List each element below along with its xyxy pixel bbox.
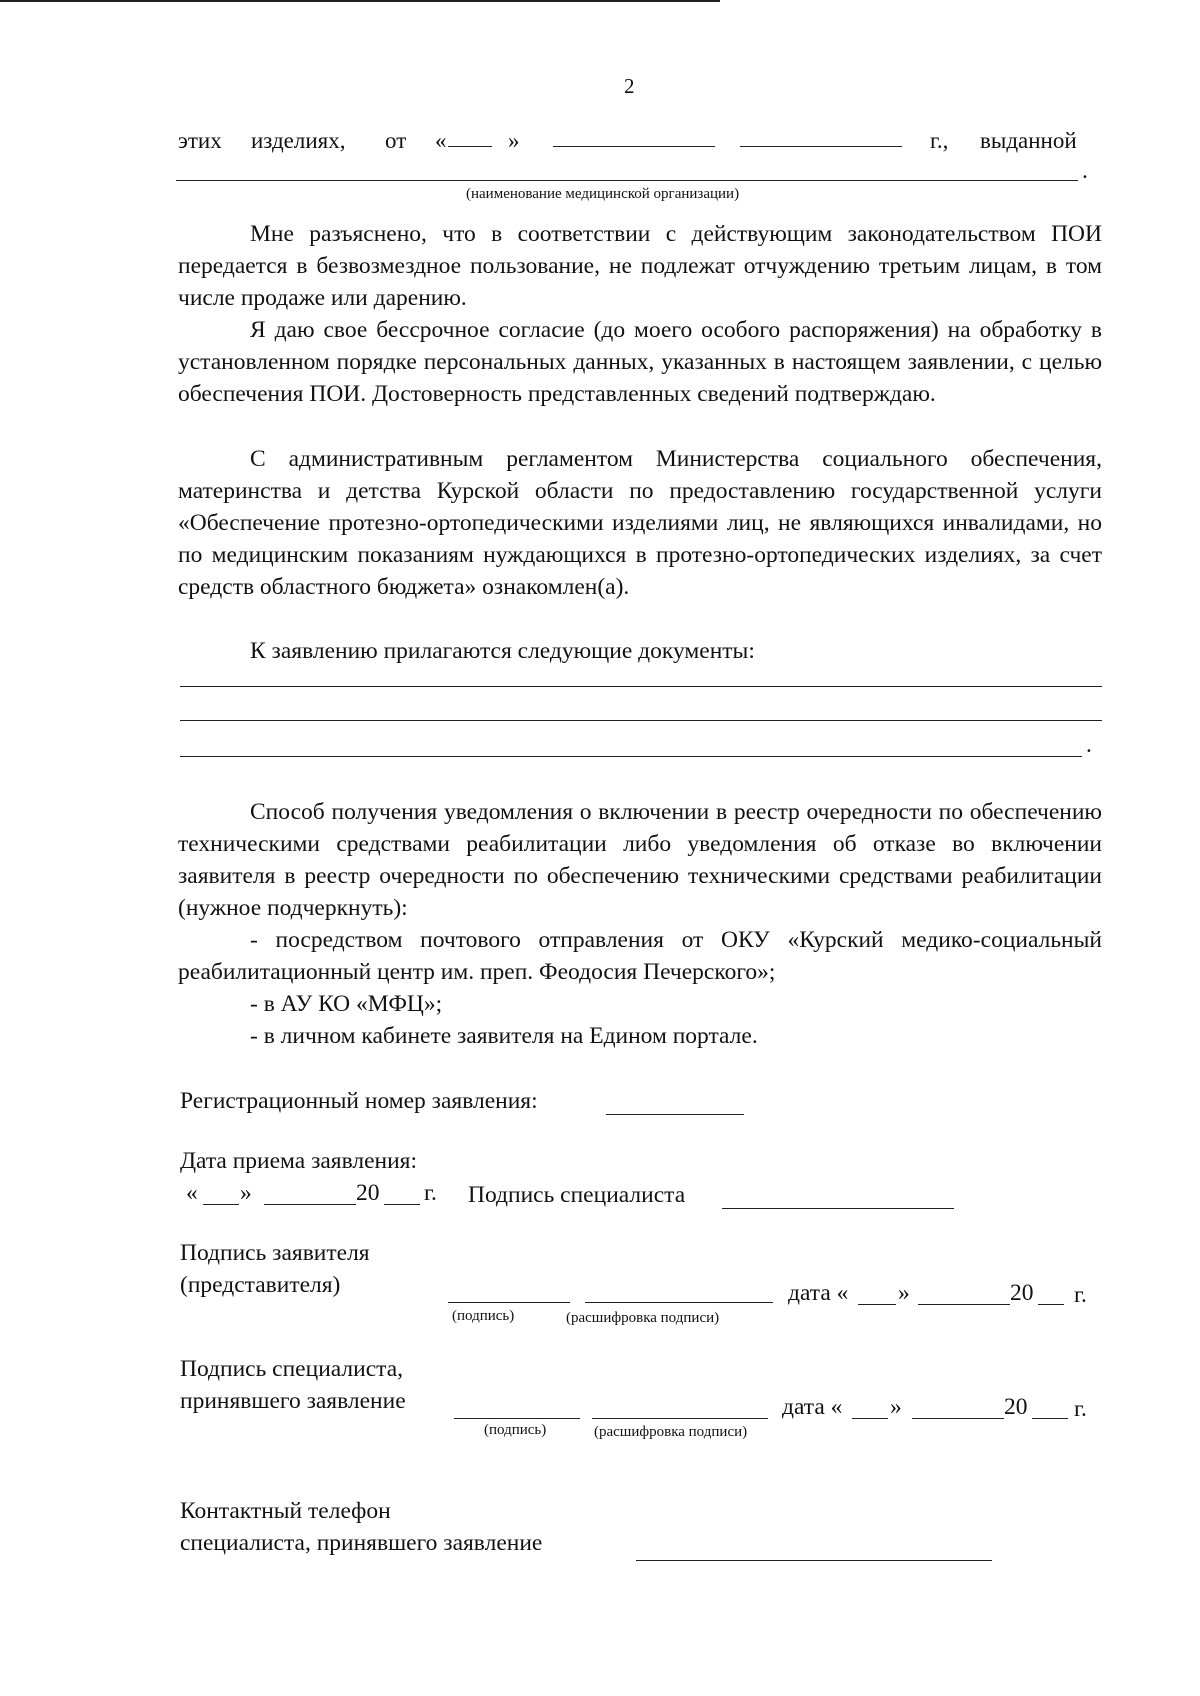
contact-specialist-label: специалиста, принявшего заявление [180, 1530, 543, 1556]
word-izdeliyah: изделиях, [251, 128, 346, 153]
specialist-decode-caption: (расшифровка подписи) [594, 1424, 748, 1440]
option-mfc[interactable]: - в АУ КО «МФЦ»; [250, 991, 443, 1017]
specialist-decode-blank[interactable] [592, 1418, 768, 1419]
date-received-quote-close: » [240, 1180, 252, 1206]
applicant-date-quote-close: » [898, 1280, 910, 1306]
word-etih: этих [178, 128, 222, 153]
specialist-date-year-blank[interactable] [1032, 1418, 1068, 1419]
page-number: 2 [624, 74, 635, 98]
med-org-caption: (наименование медицинской организации) [466, 186, 740, 202]
page-top-border [0, 0, 720, 2]
date-received-month-blank[interactable] [264, 1204, 356, 1205]
specialist-block-label: Подпись специалиста, [180, 1356, 403, 1382]
specialist-date-day-blank[interactable] [852, 1418, 888, 1419]
quote-close: » [508, 128, 520, 153]
applicant-date-year-prefix: 20 [1010, 1280, 1034, 1306]
contact-phone-label: Контактный телефон [180, 1498, 391, 1524]
specialist-sign-caption: (подпись) [484, 1422, 547, 1438]
date-received-label: Дата приема заявления: [180, 1148, 418, 1174]
date-received-day-blank[interactable] [203, 1204, 239, 1205]
option-portal[interactable]: - в личном кабинете заявителя на Едином портале. [250, 1023, 758, 1049]
date-received-year-prefix: 20 [356, 1180, 380, 1206]
paragraph-attachments: К заявлению прилагаются следующие документы: [250, 638, 755, 664]
applicant-decode-caption: (расшифровка подписи) [566, 1310, 720, 1326]
applicant-date-g: г. [1074, 1282, 1087, 1308]
applicant-date-year-blank[interactable] [1038, 1304, 1064, 1305]
specialist-date-year-prefix: 20 [1004, 1394, 1028, 1420]
applicant-sign-caption: (подпись) [452, 1308, 515, 1324]
date-received-quote-open: « [186, 1180, 198, 1206]
date-received-year-blank[interactable] [384, 1204, 420, 1205]
specialist-date-word: дата « [782, 1394, 843, 1420]
applicant-date-day-blank[interactable] [858, 1304, 896, 1305]
specialist-signature-blank[interactable] [722, 1208, 954, 1209]
date-received-g: г. [424, 1180, 437, 1206]
year-blank[interactable] [740, 146, 902, 147]
applicant-date-month-blank[interactable] [918, 1304, 1010, 1305]
specialist-sign-blank[interactable] [454, 1418, 580, 1419]
header-dot: . [1082, 158, 1088, 184]
applicant-decode-blank[interactable] [585, 1302, 773, 1303]
specialist-date-month-blank[interactable] [912, 1418, 1004, 1419]
specialist-date-g: г. [1074, 1396, 1087, 1422]
paragraph-explained: Мне разъяснено, что в соответствии с действующим законодательством ПОИ передается в безвозмездное пользование, не подлежат отчуждению третьим лицам, в том числе продаже или дарению. [178, 221, 1102, 311]
paragraph-consent: Я даю свое бессрочное согласие (до моего особого распоряжения) на обработку в установленном порядке персональных данных, указанных в настоящем заявлении, с целью обеспечения ПОИ. Достоверность представленных сведений подтверждаю. [178, 317, 1102, 407]
specialist-date-quote-close: » [890, 1394, 902, 1420]
registration-number-blank[interactable] [606, 1114, 744, 1115]
applicant-sign-blank[interactable] [448, 1302, 570, 1303]
paragraph-notification-method: Способ получения уведомления о включении в реестр очередности по обеспечению техническими средствами реабилитации либо уведомления об отказе во включении заявителя в реестр очередности по обеспечению техническими средствами реабилитации (нужное подчеркнуть): [178, 799, 1102, 921]
specialist-signature-label: Подпись специалиста [468, 1182, 686, 1208]
applicant-signature-label: Подпись заявителя [180, 1240, 370, 1266]
word-vydannoy: выданной [980, 128, 1077, 153]
applicant-representative-label: (представителя) [180, 1272, 341, 1298]
paragraph-regulation: С административным регламентом Министерства социального обеспечения, материнства и детства Курской области по предоставлению государственной услуги «Обеспечение протезно-ортопедическими изделиями лиц, не являющихся инвалидами, но по медицинским показаниям нуждающихся в протезно-ортопедических изделиях, за счет средств областного бюджета» ознакомлен(а). [178, 446, 1102, 600]
word-g: г., [930, 128, 949, 153]
documents-dot: . [1086, 732, 1092, 758]
quote-open: « [435, 128, 447, 153]
day-blank[interactable] [448, 146, 492, 147]
word-ot: от [385, 128, 407, 153]
documents-line-2[interactable] [180, 720, 1102, 721]
documents-line-3[interactable] [180, 756, 1082, 757]
applicant-date-word: дата « [788, 1280, 849, 1306]
registration-number-label: Регистрационный номер заявления: [180, 1088, 538, 1114]
med-org-blank[interactable] [176, 180, 1078, 181]
documents-line-1[interactable] [180, 686, 1102, 687]
option-post[interactable]: - посредством почтового отправления от ОКУ «Курский медико-социальный реабилитационный центр им. преп. Феодосия Печерского»; [178, 927, 1102, 985]
header-line [178, 116, 1102, 156]
contact-phone-blank[interactable] [636, 1560, 992, 1561]
month-blank[interactable] [553, 146, 715, 147]
specialist-accepted-label: принявшего заявление [180, 1388, 406, 1414]
